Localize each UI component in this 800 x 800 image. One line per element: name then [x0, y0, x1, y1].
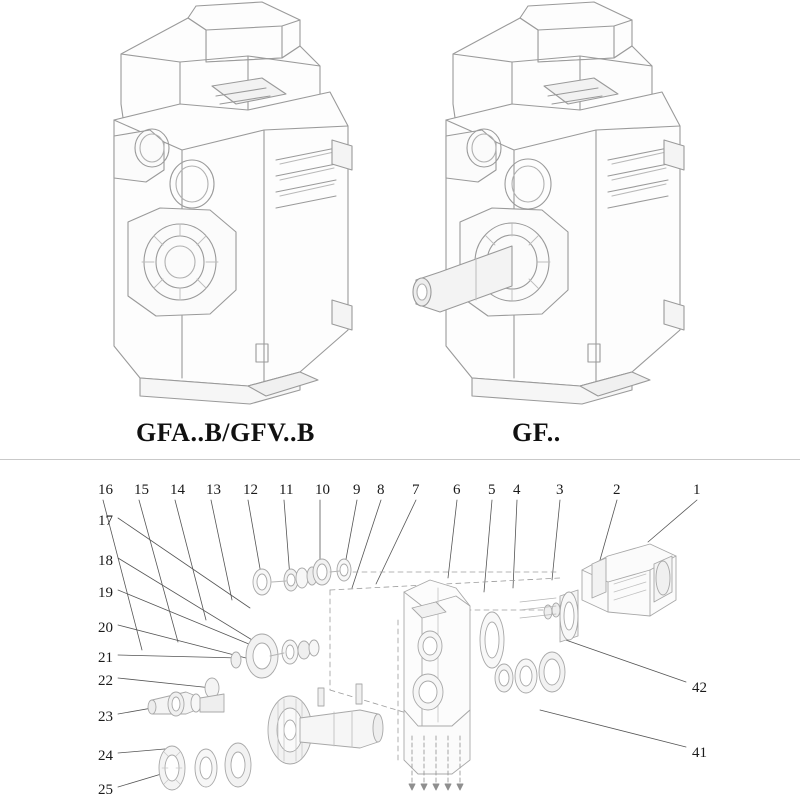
callout-24: 24: [98, 748, 113, 764]
callout-41: 41: [692, 745, 707, 761]
callout-9: 9: [353, 482, 361, 498]
callout-42: 42: [692, 680, 707, 696]
callout-23: 23: [98, 709, 113, 725]
callout-22: 22: [98, 673, 113, 689]
callout-8: 8: [377, 482, 385, 498]
callout-25: 25: [98, 782, 113, 798]
exploded-view-drawing: [0, 460, 800, 800]
callout-18: 18: [98, 553, 113, 569]
callout-17: 17: [98, 513, 113, 529]
callout-12: 12: [243, 482, 258, 498]
callout-20: 20: [98, 620, 113, 636]
callout-10: 10: [315, 482, 330, 498]
gearbox-housing-gf-with-shaft: [413, 2, 684, 404]
callout-2: 2: [613, 482, 621, 498]
callout-13: 13: [206, 482, 221, 498]
callout-4: 4: [513, 482, 521, 498]
callout-14: 14: [170, 482, 185, 498]
callout-1: 1: [693, 482, 701, 498]
callout-7: 7: [412, 482, 420, 498]
callout-11: 11: [279, 482, 294, 498]
gearbox-housing-gfa-gfv: [114, 2, 352, 404]
callout-5: 5: [488, 482, 496, 498]
callout-3: 3: [556, 482, 564, 498]
callout-21: 21: [98, 650, 113, 666]
caption-right: GF..: [512, 418, 561, 447]
callout-16: 16: [98, 482, 113, 498]
callout-15: 15: [134, 482, 149, 498]
exploded-view-panel: [0, 460, 800, 800]
callout-6: 6: [453, 482, 461, 498]
caption-left: GFA..B/GFV..B: [136, 418, 315, 447]
callout-19: 19: [98, 585, 113, 601]
